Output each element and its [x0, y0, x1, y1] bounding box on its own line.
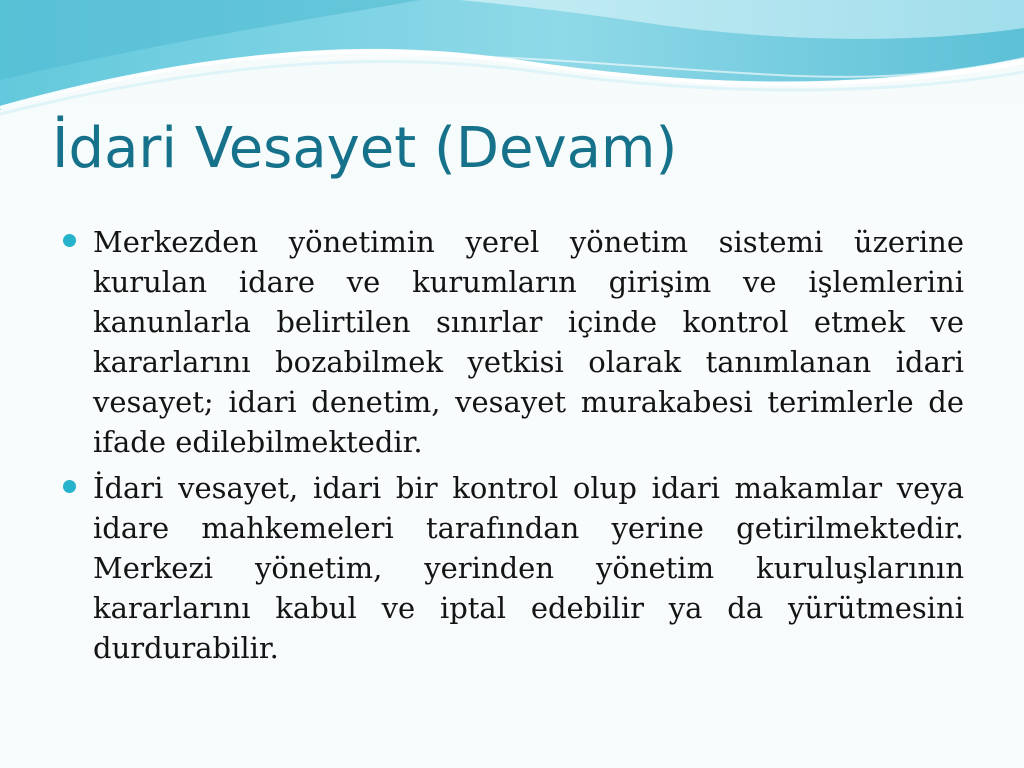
bullet-item-2: [62, 468, 964, 668]
bullet-dot-icon: [63, 480, 76, 493]
bullet-list: [62, 222, 964, 674]
bullet-dot-icon: [63, 234, 76, 247]
bullet-text-2: İdari vesayet, idari bir kontrol olup idari makamlar veya idare mahkemeleri tarafından yerine getirilmektedir. Merkezi yönetim, yerinden yönetim kuruluşlarının kararlarını kabul ve iptal edebilir ya da yürütmesini durdurabilir.: [93, 471, 964, 665]
slide-title: İdari Vesayet (Devam): [52, 116, 678, 181]
bullet-text-1: Merkezden yönetimin yerel yönetim sistemi üzerine kurulan idare ve kurumların girişim ve işlemlerini kanunlarla belirtilen sınırlar içinde kontrol etmek ve kararlarını bozabilmek yetkisi olarak tanımlanan idari vesayet; idari denetim, vesayet murakabesi terimlerle de ifade edilebilmektedir.: [93, 225, 964, 459]
bullet-item-1: [62, 222, 964, 462]
header-wave-decoration: [0, 0, 1024, 120]
